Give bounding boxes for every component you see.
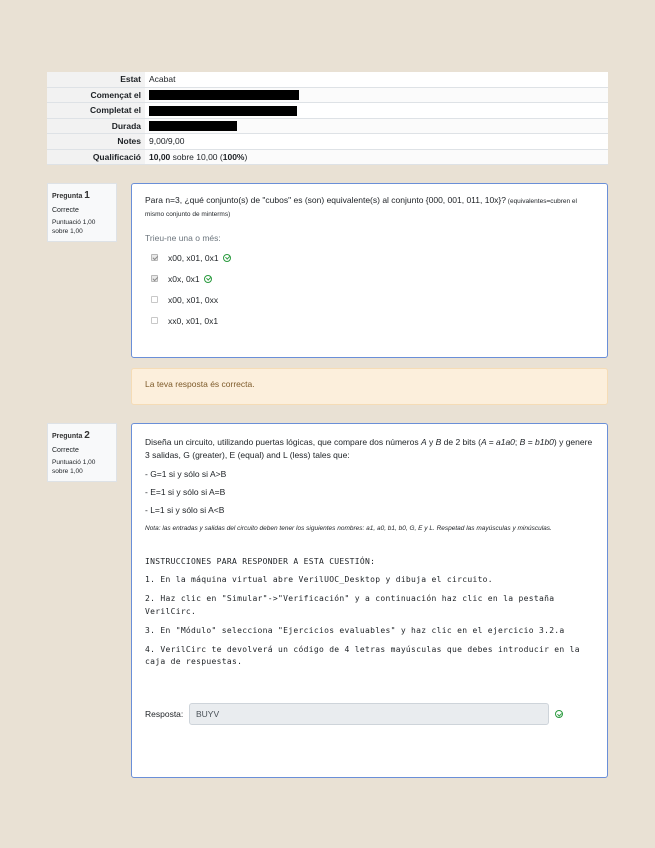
answer-option[interactable] [145, 294, 594, 306]
question-number: Pregunta 1 [52, 190, 90, 201]
summary-key: Durada [47, 118, 145, 134]
question-text: Diseña un circuito, utilizando puertas lógicas, que compare dos números A y B de 2 bits (A = a1a0; B = b1b0) y genere 3 salidas, G (greater), E (equal) and L (less) tales que: [145, 437, 593, 460]
instruction-line: 4. VerilCirc te devolverá un código de 4 letras mayúsculas que debes introducir en la caja de respuestas. [145, 644, 580, 667]
answer-row [145, 703, 594, 725]
instruction-line: 3. En "Módulo" selecciona "Ejercicios evaluables" y haz clic en el ejercicio 3.2.a [145, 625, 565, 635]
question-text-note: (equivalentes=cubren el mismo conjunto de minterms) [145, 198, 577, 218]
summary-key: Completat el [47, 103, 145, 119]
feedback-correct: La teva resposta és correcta. [131, 368, 608, 405]
option-checkbox[interactable] [151, 296, 158, 303]
option-label: x00, x01, 0xx [168, 294, 219, 305]
option-checkbox[interactable] [151, 317, 158, 324]
condition-line: - L=1 si y sólo si A<B [145, 504, 225, 515]
question-text-main: Para n=3, ¿qué conjunto(s) de "cubos" es (son) equivalente(s) al conjunto {000, 001, 011, 10x}? [145, 195, 506, 205]
summary-key: Qualificació [47, 149, 145, 165]
summary-row [47, 149, 608, 165]
question-text [145, 194, 594, 220]
summary-value [145, 149, 608, 165]
option-checkbox[interactable] [151, 275, 158, 282]
summary-value [145, 103, 608, 119]
summary-key: Notes [47, 134, 145, 150]
grade-text-end: ) [244, 151, 248, 162]
condition-line: - E=1 si y sólo si A=B [145, 486, 226, 497]
answer-input[interactable]: BUYV [189, 703, 549, 725]
question-state: Correcte [52, 446, 79, 454]
question-grade: Puntuació 1,00 sobre 1,00 [52, 458, 96, 475]
answer-label: Resposta: [145, 709, 184, 720]
question-number: Pregunta 2 [52, 430, 90, 441]
redacted-block [149, 106, 297, 116]
question-state: Correcte [52, 206, 79, 214]
naming-note: Nota: las entradas y salidas del circuito deben tener los siguientes nombres: a1, a0, b1, b0, G, E y L. Respetad las mayúsculas y minúsculas. [145, 524, 552, 532]
correct-check-icon [555, 710, 563, 718]
summary-value [145, 118, 608, 134]
grade-score: 10,00 [149, 151, 171, 162]
option-label: xx0, x01, 0x1 [168, 315, 219, 326]
answer-option[interactable] [145, 315, 594, 327]
redacted-block [149, 121, 237, 131]
summary-value [145, 87, 608, 103]
question-2-content [131, 423, 608, 778]
correct-check-icon [223, 254, 231, 262]
summary-value: 9,00/9,00 [145, 134, 608, 150]
summary-value: Acabat [145, 72, 608, 87]
condition-line: - G=1 si y sólo si A>B [145, 468, 227, 479]
answer-option[interactable] [145, 273, 594, 285]
summary-key: Estat [47, 72, 145, 87]
option-label: x00, x01, 0x1 [168, 252, 219, 263]
question-grade: Puntuació 1,00 sobre 1,00 [52, 218, 96, 235]
attempt-summary-table [47, 72, 608, 165]
question-1-info [47, 183, 117, 242]
summary-row [47, 87, 608, 103]
option-label: x0x, 0x1 [168, 273, 200, 284]
summary-row [47, 72, 608, 87]
redacted-block [149, 90, 299, 100]
answer-option[interactable] [145, 252, 594, 264]
summary-row [47, 103, 608, 119]
question-2-info [47, 423, 117, 482]
instruction-line: 1. En la máquina virtual abre VerilUOC_Desktop y dibuja el circuito. [145, 575, 493, 585]
question-1-content [131, 183, 608, 358]
instructions-title: INSTRUCCIONES PARA RESPONDER A ESTA CUESTIÓN: [145, 556, 376, 566]
instruction-line: 2. Haz clic en "Simular"->"Verificación" y a continuación haz clic en la pestaña VerilCirc. [145, 594, 555, 616]
grade-percent: 100% [222, 151, 245, 162]
summary-key: Començat el [47, 87, 145, 103]
answer-prompt: Trieu-ne una o més: [145, 232, 221, 243]
correct-check-icon [204, 275, 212, 283]
summary-row [47, 134, 608, 150]
grade-text: sobre 10,00 ( [170, 151, 223, 162]
summary-row [47, 118, 608, 134]
option-checkbox[interactable] [151, 254, 158, 261]
